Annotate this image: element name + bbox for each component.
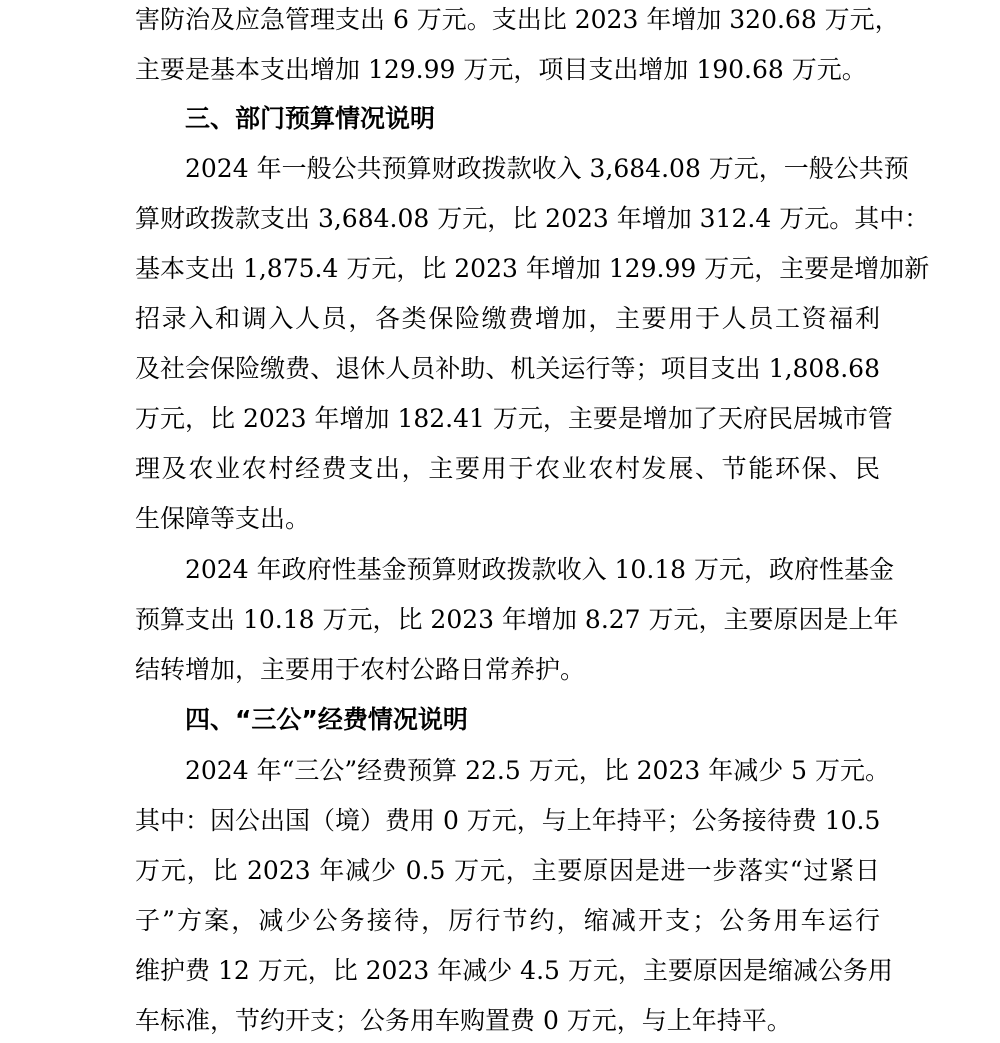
text-line: 2024 年“三公”经费预算 22.5 万元，比 2023 年减少 5 万元。 — [185, 756, 891, 785]
text-line: 其中：因公出国（境）费用 0 万元，与上年持平；公务接待费 10.5 — [135, 806, 881, 835]
text-line: 算财政拨款支出 3,684.08 万元，比 2023 年增加 312.4 万元。其中： — [135, 204, 930, 233]
section-heading-3: 三、部门预算情况说明 — [185, 104, 436, 133]
text-line: 预算支出 10.18 万元，比 2023 年增加 8.27 万元，主要原因是上年 — [135, 605, 899, 634]
text-line: 万元，比 2023 年增加 182.41 万元，主要是增加了天府民居城市管 — [135, 404, 893, 433]
text-line: 招录入和调入人员，各类保险缴费增加，主要用于人员工资福利 — [135, 304, 880, 333]
text-line: 害防治及应急管理支出 6 万元。支出比 2023 年增加 320.68 万元， — [135, 5, 900, 34]
text-line: 万元，比 2023 年减少 0.5 万元，主要原因是进一步落实“过紧日 — [135, 856, 880, 885]
text-line: 理及农业农村经费支出，主要用于农业农村发展、节能环保、民 — [135, 454, 880, 483]
text-line: 2024 年一般公共预算财政拨款收入 3,684.08 万元，一般公共预 — [185, 154, 909, 183]
text-line: 及社会保险缴费、退休人员补助、机关运行等；项目支出 1,808.68 — [135, 354, 880, 383]
text-line: 子”方案，减少公务接待，厉行节约，缩减开支；公务用车运行 — [135, 906, 880, 935]
text-line: 生保障等支出。 — [135, 504, 311, 533]
text-line: 结转增加，主要用于农村公路日常养护。 — [135, 655, 586, 684]
text-line: 2024 年政府性基金预算财政拨款收入 10.18 万元，政府性基金 — [185, 555, 895, 584]
text-line: 主要是基本支出增加 129.99 万元，项目支出增加 190.68 万元。 — [135, 55, 867, 84]
text-line: 车标准，节约开支；公务用车购置费 0 万元，与上年持平。 — [135, 1006, 792, 1035]
text-line: 基本支出 1,875.4 万元，比 2023 年增加 129.99 万元，主要是增加新 — [135, 254, 930, 283]
section-heading-4: 四、“三公”经费情况说明 — [185, 705, 468, 734]
text-line: 维护费 12 万元，比 2023 年减少 4.5 万元，主要原因是缩减公务用 — [135, 956, 893, 985]
